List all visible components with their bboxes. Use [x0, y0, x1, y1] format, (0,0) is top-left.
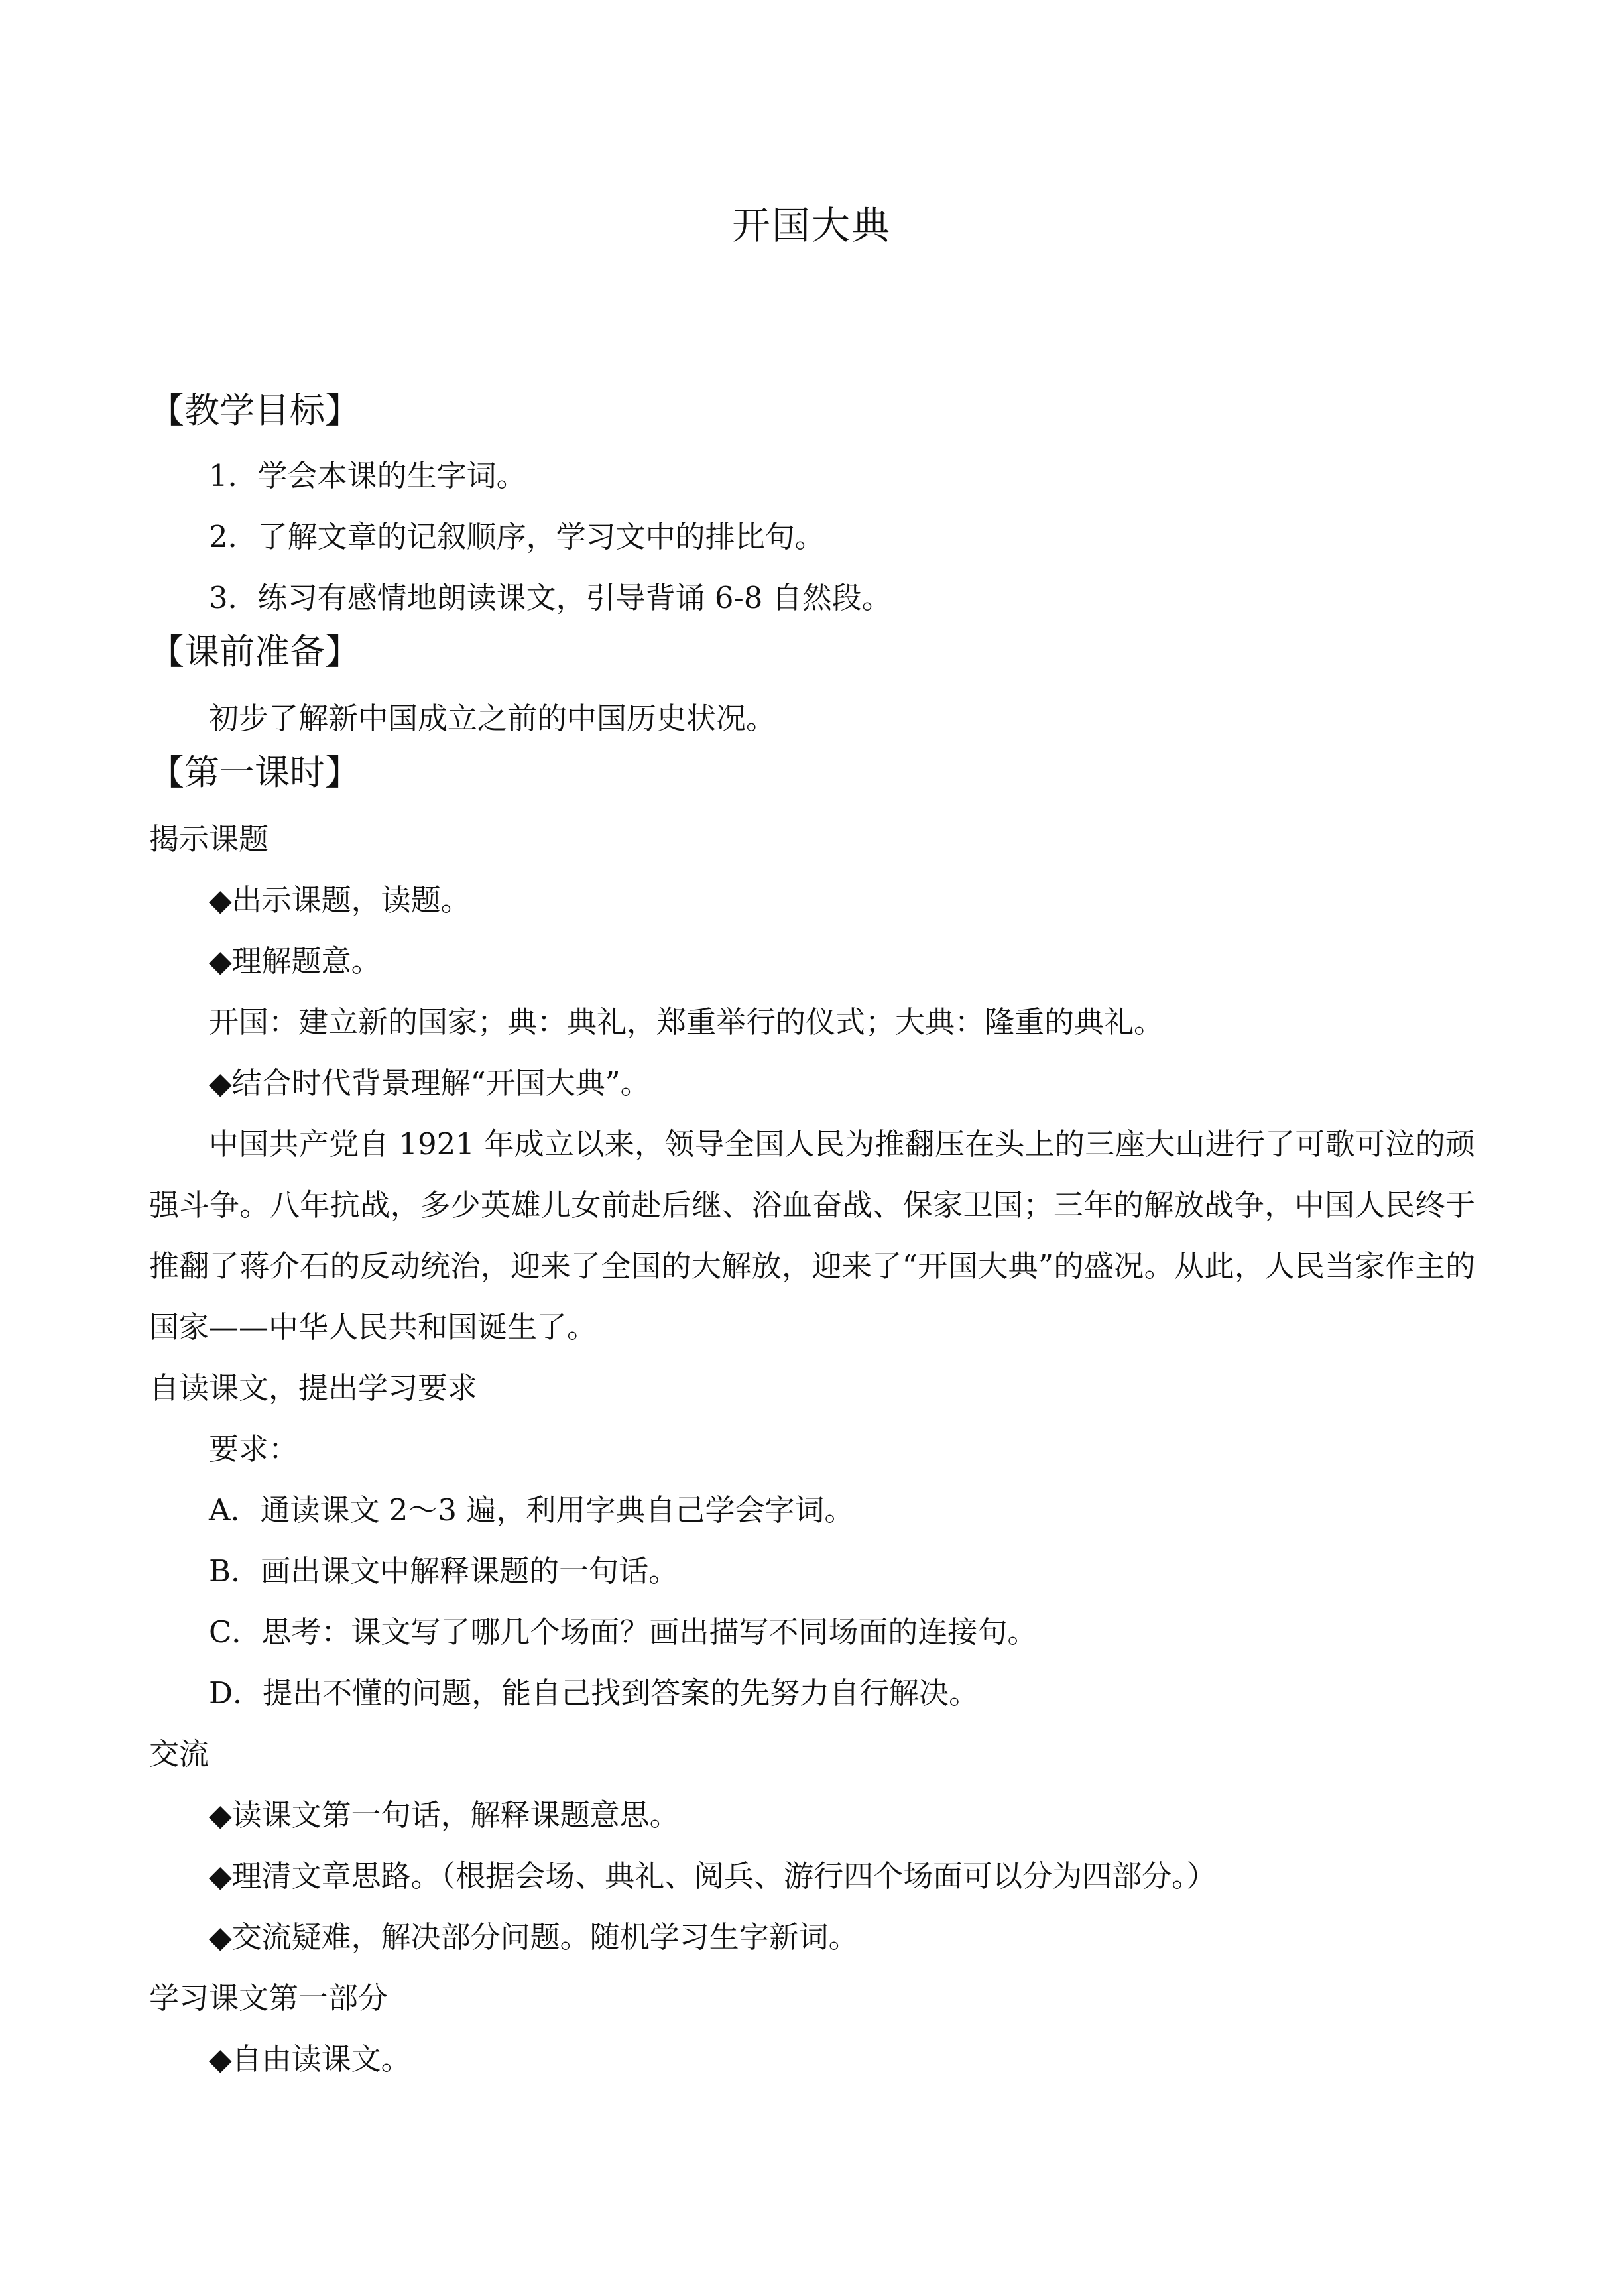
lesson1-heading: 【第一课时】	[149, 753, 360, 793]
goal-item-2: 2．了解文章的记叙顺序，学习文中的排比句。	[209, 519, 825, 554]
reveal-heading: 揭示课题	[149, 821, 269, 857]
prep-text: 初步了解新中国成立之前的中国历史状况。	[209, 701, 776, 736]
reveal-definition: 开国：建立新的国家；典：典礼，郑重举行的仪式；大典：隆重的典礼。	[209, 1004, 1164, 1040]
requirement-label: 要求：	[209, 1431, 299, 1467]
requirement-item-a: A．通读课文 2～3 遍，利用字典自己学会字词。	[209, 1492, 855, 1528]
exchange-item-3: ◆交流疑难，解决部分问题。随机学习生字新词。	[209, 1919, 859, 1955]
reveal-item-2: ◆理解题意。	[209, 943, 381, 979]
part1-heading: 学习课文第一部分	[149, 1980, 389, 2016]
exchange-item-2: ◆理清文章思路。（根据会场、典礼、阅兵、游行四个场面可以分为四部分。）	[209, 1858, 1217, 1894]
part1-item-1: ◆自由读课文。	[209, 2041, 411, 2077]
requirement-item-d: D．提出不懂的问题，能自己找到答案的先努力自行解决。	[209, 1675, 979, 1711]
requirement-item-c: C．思考：课文写了哪几个场面？画出描写不同场面的连接句。	[209, 1614, 1038, 1650]
requirement-item-b: B．画出课文中解释课题的一句话。	[209, 1553, 679, 1589]
exchange-item-1: ◆读课文第一句话，解释课题意思。	[209, 1797, 680, 1833]
document-title: 开国大典	[731, 203, 891, 248]
prep-heading: 【课前准备】	[149, 632, 360, 672]
background-paragraph: 中国共产党自 1921 年成立以来，领导全国人民为推翻压在头上的三座大山进行了可歌可泣的顽强斗争。八年抗战，多少英雄儿女前赴后继、浴血奋战、保家卫国；三年的解放战争，中国人民终于推翻了蒋介石的反动统治，迎来了全国的大解放，迎来了“开国大典”的盛况。从此，人民当家作主的国家——中华人民共和国诞生了。	[149, 1126, 1475, 1345]
reveal-item-3: ◆结合时代背景理解“开国大典”。	[209, 1065, 650, 1101]
goal-item-3: 3．练习有感情地朗读课文，引导背诵 6-8 自然段。	[209, 580, 892, 615]
reveal-item-1: ◆出示课题，读题。	[209, 882, 471, 918]
goal-item-1: 1．学会本课的生字词。	[209, 458, 526, 493]
self-reading-heading: 自读课文，提出学习要求	[149, 1370, 478, 1406]
exchange-heading: 交流	[149, 1736, 210, 1772]
goals-heading: 【教学目标】	[149, 391, 360, 431]
